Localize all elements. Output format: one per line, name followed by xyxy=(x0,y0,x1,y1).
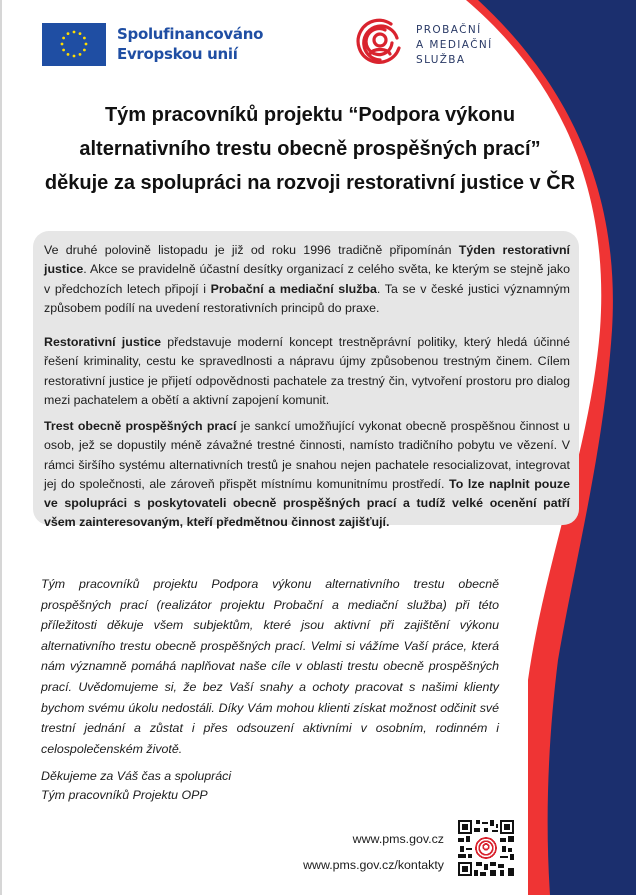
contacts-link[interactable]: www.pms.gov.cz/kontakty xyxy=(303,858,444,872)
info-paragraph-restorative-week xyxy=(44,241,570,318)
info-paragraph-restorative-justice xyxy=(44,333,570,410)
signoff-line1: Děkujeme za Váš čas a spolupráci xyxy=(41,769,232,783)
website-link[interactable]: www.pms.gov.cz xyxy=(352,832,444,846)
title-line2: alternativního trestu obecně prospěšných prací” xyxy=(79,138,541,160)
highlight-pms: Probační a mediační služba xyxy=(210,281,377,296)
text: je sankcí umožňující vykonat obecně prospěšnou činnost u osob, jež se dopustily méně závažné trestné činnosti, namísto tradičního pobytu ve vězení. V rámci širšího systému alternativních trestů je snahou nejen pachatele resocializovat, integrovat jej do společnosti, ale zároveň přispět místnímu komunitnímu prostředí. xyxy=(44,419,570,491)
text: Ve druhé polovině listopadu je již od roku 1996 tradičně připomínán xyxy=(44,243,459,257)
highlight-appreciation: To lze naplnit pouze ve spolupráci s poskytovateli obecně prospěšných prací a tudíž velké ocenění patří všem zainteresovaným, kteří předmětnou činnost zajišťují. xyxy=(44,476,570,530)
pms-text-line2: A MEDIAČNÍ xyxy=(416,39,493,51)
info-paragraph-community-service xyxy=(44,417,570,533)
title-line3: děkuje za spolupráci na rozvoji restorativní justice v ČR xyxy=(44,172,576,194)
eu-flag-logo xyxy=(42,23,106,66)
eu-stars-icon xyxy=(42,23,106,66)
signoff-line2: Tým pracovníků Projektu OPP xyxy=(41,788,208,802)
pms-text-line1: PROBAČNÍ xyxy=(416,24,482,36)
eu-text-line1: Spolufinancováno xyxy=(117,25,264,43)
signoff xyxy=(41,767,231,805)
info-box xyxy=(33,231,579,530)
text: . Ta se v české justici významným způsobem podílí na uvedení restorativních principů do praxe. xyxy=(44,281,570,315)
thanks-paragraph: Tým pracovníků projektu Podpora výkonu alternativního trestu obecně prospěšných prací (realizátor projektu Probační a mediační služba) při této příležitosti děkuje všem subjektům, které jsou aktivní při zajištění výkonu alternativního trestu obecně prospěšných prací. Velmi si vážíme Vaší práce, která nám významně pomáhá naplňovat naše cíle v oblasti trestu obecně prospěšných prací. Uvědomujeme si, že bez Vaší snahy a ochoty pracovat s našimi klienty bychom svému úkolu nedostáli. Díky Vám mohou klienti získat možnost odčinit své trestní jednání a zůstat i přes odsouzení aktivními v osobním, rodinném i celospolečenském životě. xyxy=(41,577,499,756)
qr-code-icon[interactable] xyxy=(458,820,514,876)
eu-text-line2: Evropskou unií xyxy=(117,45,238,63)
page-title xyxy=(20,98,600,200)
highlight-community-service: Trest obecně prospěšných prací xyxy=(44,419,237,433)
pms-logo-text xyxy=(416,23,493,68)
highlight-restorative-justice: Restorativní justice xyxy=(44,335,162,349)
eu-cofunded-label xyxy=(117,24,263,64)
pms-logo-icon xyxy=(355,18,405,68)
footer-links xyxy=(303,826,444,878)
text: . Akce se pravidelně účastní desítky organizací z celého světa, ke kterým se stejně jako v předchozích letech připojí i xyxy=(44,262,570,296)
highlight-week: Týden restorativní justice xyxy=(44,243,570,277)
text: představuje moderní koncept trestněprávní politiky, který hledá účinné řešení kriminality, cestu ke spravedlnosti a nápravu újmy způsobenou trestným činem. Cílem restorativní justice je přijetí odpovědnosti pachatele za trestný čin, vytvoření prostoru pro dialog mezi pachatelem a obětí a aktivní zapojení komunit. xyxy=(44,335,571,407)
pms-text-line3: SLUŽBA xyxy=(416,54,466,66)
title-line1: Tým pracovníků projektu “Podpora výkonu xyxy=(104,104,516,126)
